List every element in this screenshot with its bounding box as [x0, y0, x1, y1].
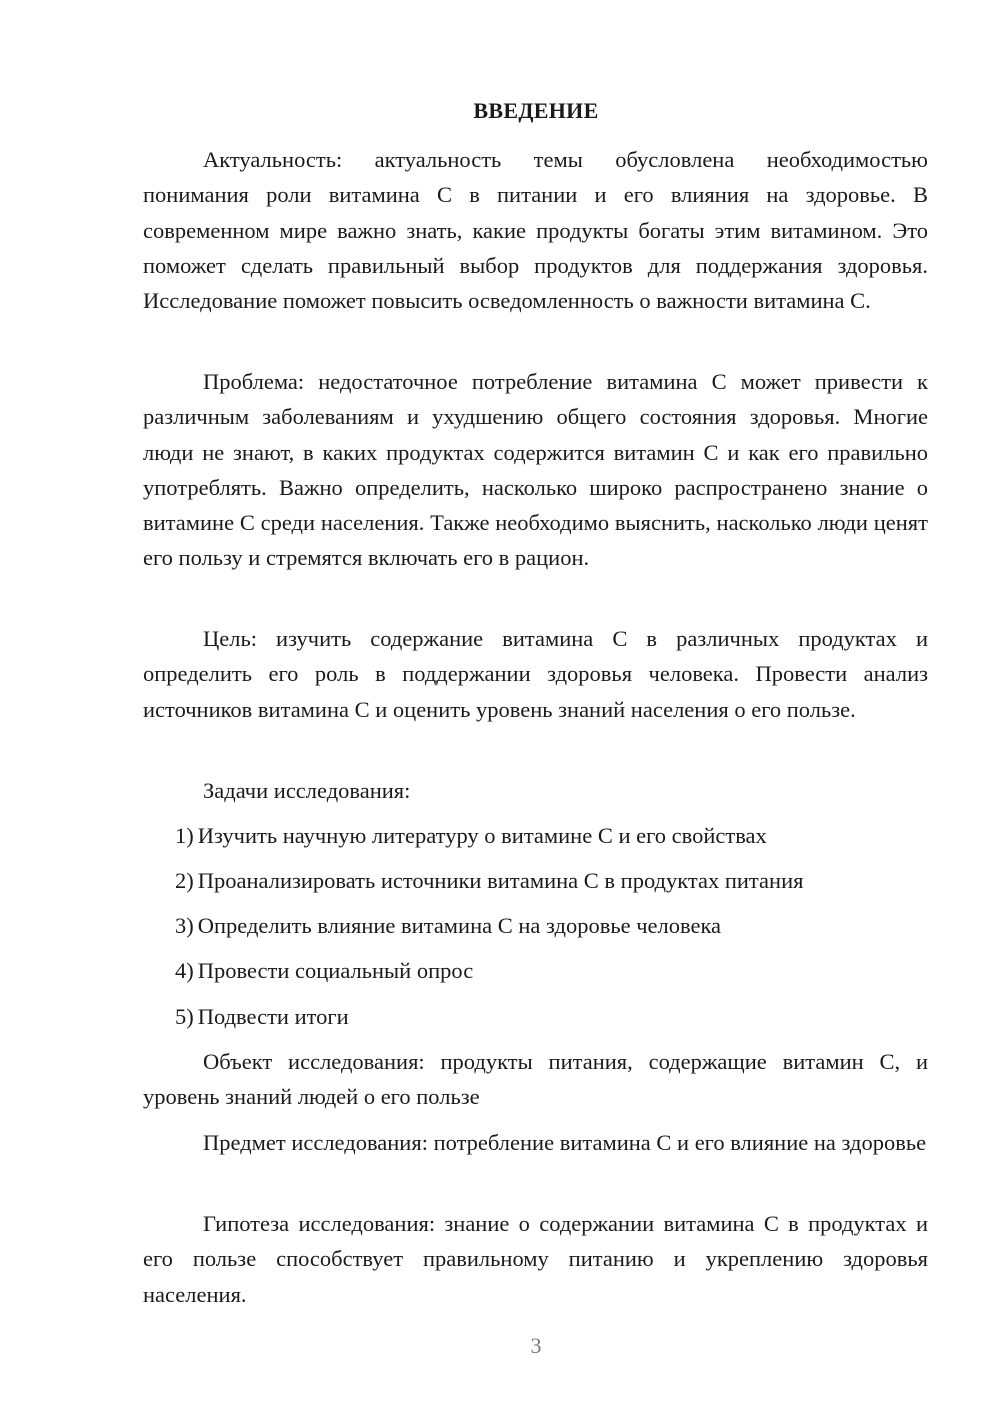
list-item — [175, 999, 935, 1034]
list-item-text: Определить влияние витамина С на здоровье человека — [197, 913, 722, 938]
list-item — [175, 863, 935, 898]
list-item — [175, 953, 935, 988]
list-item-number: 4) — [175, 958, 194, 983]
list-item-text: Проанализировать источники витамина С в продуктах питания — [197, 868, 804, 893]
list-item-number: 3) — [175, 913, 194, 938]
section-heading: ВВЕДЕНИЕ — [473, 98, 599, 123]
relevance-paragraph: Актуальность: актуальность темы обусловлена необходимостью понимания роли витамина С в питании и его влияния на здоровье. В современном мире важно знать, какие продукты богаты этим витамином. Это поможет сделать правильный выбор продуктов для поддержания здоровья. Исследование поможет повысить осведомленность о важности витамина С. — [143, 147, 928, 314]
list-item-text: Провести социальный опрос — [197, 958, 474, 983]
list-item — [175, 908, 935, 943]
tasks-title: Задачи исследования: — [203, 778, 411, 803]
list-item-text: Подвести итоги — [197, 1004, 349, 1029]
goal-paragraph: Цель: изучить содержание витамина С в различных продуктах и определить его роль в поддержании здоровья человека. Провести анализ источников витамина С и оценить уровень знаний населения о его пользе. — [143, 626, 928, 722]
list-item — [175, 818, 935, 853]
list-item-text: Изучить научную литературу о витамине С и его свойствах — [197, 823, 767, 848]
list-item-number: 2) — [175, 868, 194, 893]
problem-paragraph: Проблема: недостаточное потребление витамина С может привести к различным заболеваниям и ухудшению общего состояния здоровья. Многие люди не знают, в каких продуктах содержится витамин С и как его правильно употреблять. Важно определить, насколько широко распространено знание о витамине С среди населения. Также необходимо выяснить, насколько люди ценят его пользу и стремятся включать его в рацион. — [143, 369, 928, 571]
list-item-number: 5) — [175, 1004, 194, 1029]
subject-paragraph: Предмет исследования: потребление витамина С и его влияние на здоровье — [203, 1130, 927, 1155]
hypothesis-paragraph: Гипотеза исследования: знание о содержании витамина С в продуктах и его пользе способствует правильному питанию и укреплению здоровья населения. — [143, 1211, 928, 1307]
list-item-number: 1) — [175, 823, 194, 848]
page-number: 3 — [530, 1333, 542, 1358]
object-paragraph: Объект исследования: продукты питания, содержащие витамин С, и уровень знаний людей о его пользе — [143, 1049, 928, 1110]
